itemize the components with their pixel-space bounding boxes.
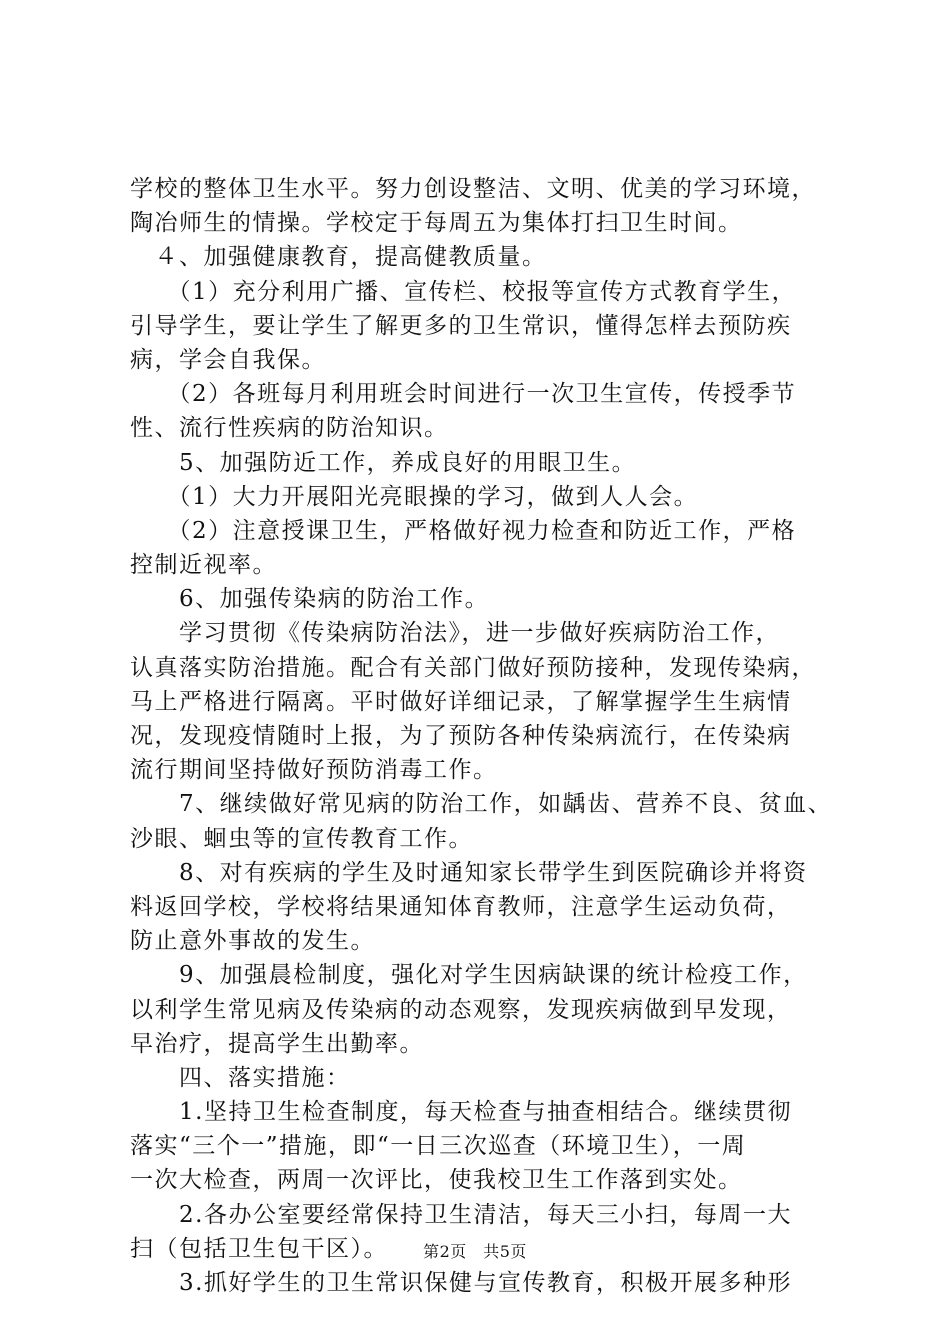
text-line: （2）注意授课卫生，严格做好视力检查和防近工作，严格 [130, 517, 797, 544]
text-line: 防止意外事故的发生。 [130, 928, 375, 955]
text-line: 1.坚持卫生检查制度，每天检查与抽查相结合。继续贯彻 [130, 1099, 792, 1126]
text-line: 9、加强晨检制度，强化对学生因病缺课的统计检疫工作， [130, 962, 808, 989]
text-line: 扫（包括卫生包干区）。 [130, 1235, 388, 1262]
text-line: 5、加强防近工作，养成良好的用眼卫生。 [130, 449, 637, 476]
text-line: 早治疗，提高学生出勤率。 [130, 1030, 424, 1057]
text-line: 料返回学校，学校将结果通知体育教师，注意学生运动负荷， [130, 893, 792, 920]
page-footer: 第2页 共5页 [423, 1242, 527, 1261]
text-line: 陶冶师生的情操。学校定于每周五为集体打扫卫生时间。 [130, 210, 743, 237]
text-line: 8、对有疾病的学生及时通知家长带学生到医院确诊并将资 [130, 859, 808, 886]
document-body [130, 172, 833, 1300]
text-line: 马上严格进行隔离。平时做好详细记录，了解掌握学生生病情 [130, 688, 792, 715]
text-line: 性、流行性疾病的防治知识。 [130, 415, 449, 442]
text-line: 控制近视率。 [130, 552, 277, 579]
text-line: 四、落实措施： [130, 1064, 351, 1091]
text-line: 一次大检查，两周一次评比，使我校卫生工作落到实处。 [130, 1167, 743, 1194]
text-line: 7、继续做好常见病的防治工作，如龋齿、营养不良、贫血、 [130, 791, 833, 818]
text-line: 流行期间坚持做好预防消毒工作。 [130, 757, 498, 784]
text-line: （1）充分利用广播、宣传栏、校报等宣传方式教育学生， [130, 278, 797, 305]
text-line: 引导学生，要让学生了解更多的卫生常识，懂得怎样去预防疾 [130, 312, 792, 339]
text-line: 以利学生常见病及传染病的动态观察，发现疾病做到早发现， [130, 996, 792, 1023]
text-line: ４、加强健康教育，提高健教质量。 [130, 244, 547, 271]
text-line: 落实“三个一”措施，即“一日三次巡查（环境卫生），一周 [130, 1133, 747, 1160]
text-line: （2）各班每月利用班会时间进行一次卫生宣传，传授季节 [130, 381, 797, 408]
text-line: 病，学会自我保。 [130, 346, 326, 373]
text-line: 沙眼、蛔虫等的宣传教育工作。 [130, 825, 473, 852]
text-line: 6、加强传染病的防治工作。 [130, 586, 490, 613]
text-line: 2.各办公室要经常保持卫生清洁，每天三小扫，每周一大 [130, 1201, 792, 1228]
text-line: （1）大力开展阳光亮眼操的学习，做到人人会。 [130, 483, 699, 510]
text-line: 况，发现疫情随时上报，为了预防各种传染病流行，在传染病 [130, 723, 792, 749]
text-line: 认真落实防治措施。配合有关部门做好预防接种，发现传染病， [130, 654, 816, 681]
text-line: 3.抓好学生的卫生常识保健与宣传教育，积极开展多种形 [130, 1270, 792, 1296]
text-line: 学习贯彻《传染病防治法》，进一步做好疾病防治工作， [130, 620, 780, 647]
text-line: 学校的整体卫生水平。努力创设整洁、文明、优美的学习环境， [130, 176, 816, 202]
